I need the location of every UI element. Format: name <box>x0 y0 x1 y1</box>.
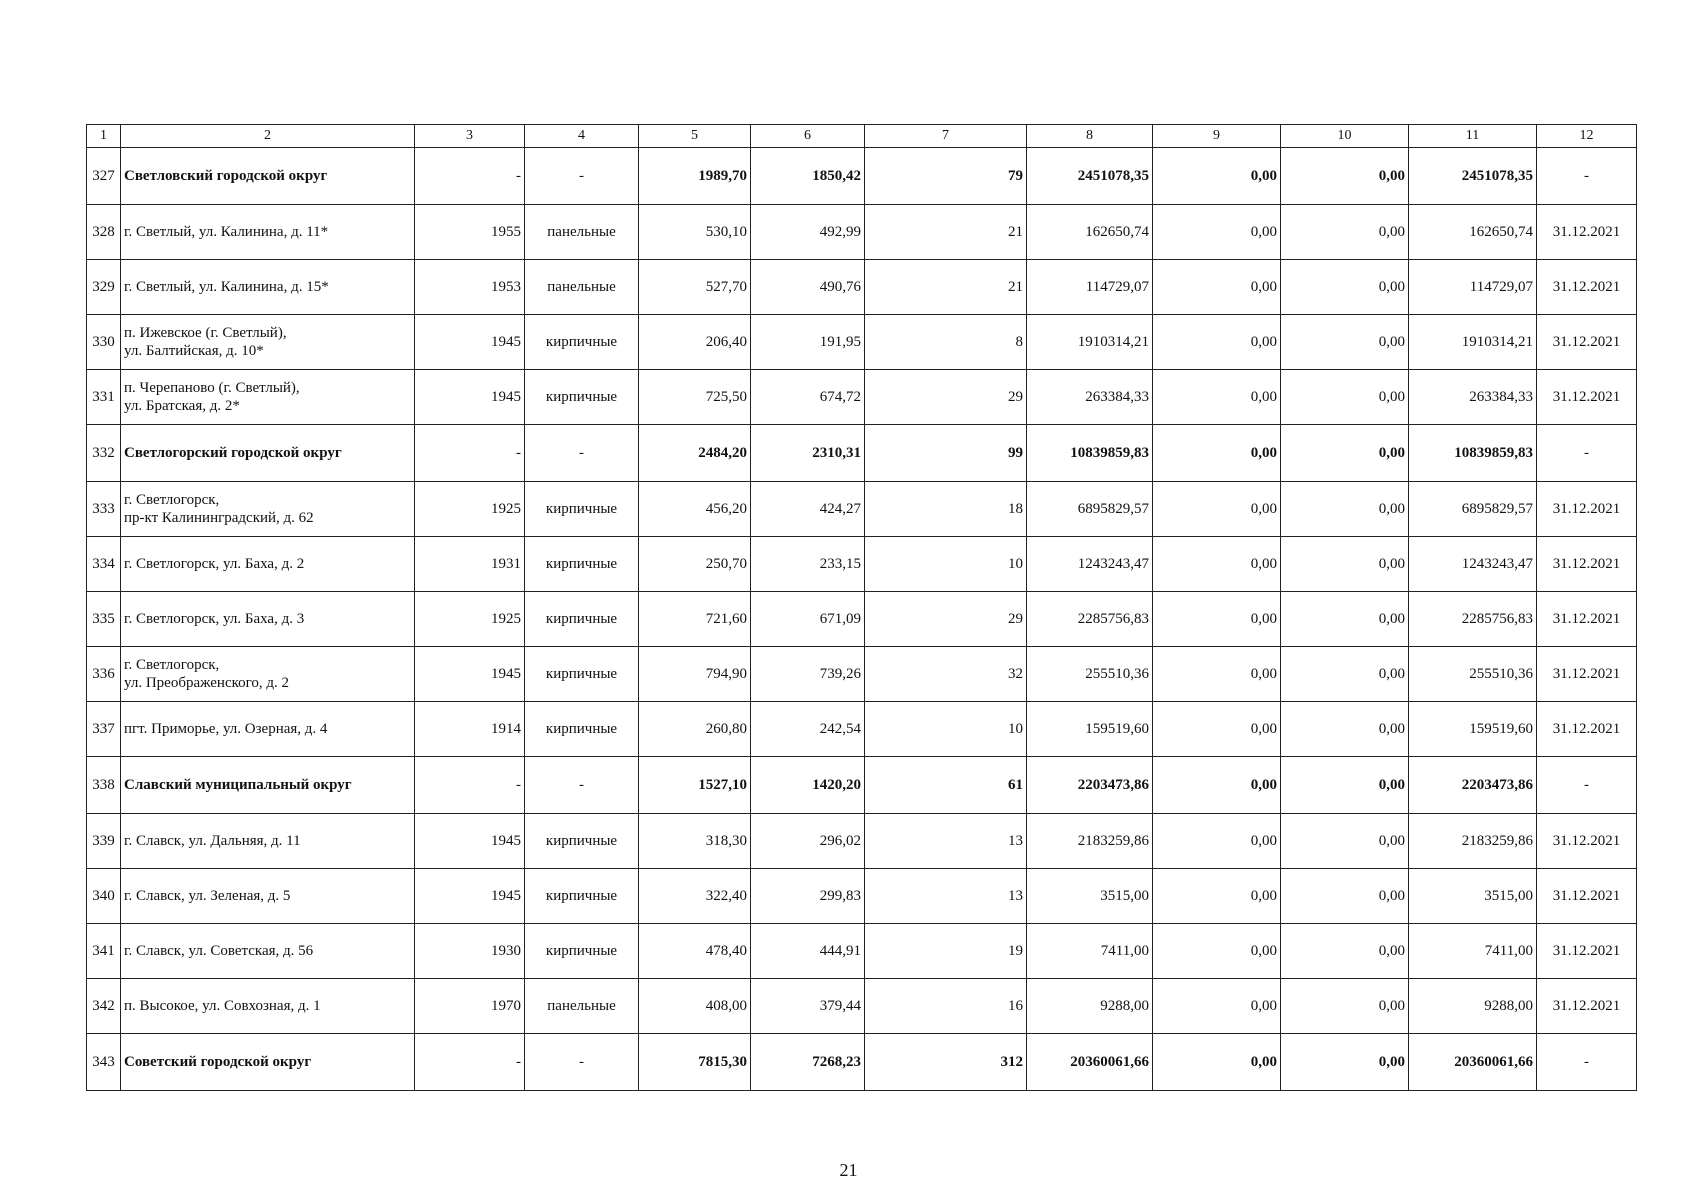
budget-cost-cell: 0,00 <box>1281 315 1409 370</box>
budget-cost-cell: 0,00 <box>1281 482 1409 537</box>
budget-cost-cell: 0,00 <box>1281 537 1409 592</box>
table-row <box>87 482 1637 537</box>
total-area-cell: 1527,10 <box>639 757 751 814</box>
page-number: 21 <box>839 1160 858 1180</box>
total-cost-cell: 20360061,66 <box>1027 1034 1153 1091</box>
address-cell: г. Славск, ул. Советская, д. 56 <box>121 924 415 979</box>
other-cost-cell: 2203473,86 <box>1409 757 1537 814</box>
address-cell: г. Светлогорск, пр-кт Калининградский, д. 62 <box>121 482 415 537</box>
address-cell: Светлогорский городской округ <box>121 425 415 482</box>
total-cost-cell: 162650,74 <box>1027 205 1153 260</box>
residents-cell: 312 <box>865 1034 1027 1091</box>
total-area-cell: 260,80 <box>639 702 751 757</box>
fund-cost-cell: 0,00 <box>1153 315 1281 370</box>
district-total-row <box>87 757 1637 814</box>
build-year-cell: 1945 <box>415 647 525 702</box>
completion-date-cell: 31.12.2021 <box>1537 814 1637 869</box>
address-cell: п. Черепаново (г. Светлый), ул. Братская, д. 2* <box>121 370 415 425</box>
build-year-cell: 1930 <box>415 924 525 979</box>
build-year-cell: 1914 <box>415 702 525 757</box>
budget-cost-cell: 0,00 <box>1281 205 1409 260</box>
living-area-cell: 299,83 <box>751 869 865 924</box>
residents-cell: 21 <box>865 205 1027 260</box>
fund-cost-cell: 0,00 <box>1153 148 1281 205</box>
column-header-3: 3 <box>415 125 525 148</box>
build-year-cell: 1970 <box>415 979 525 1034</box>
budget-cost-cell: 0,00 <box>1281 148 1409 205</box>
address-cell: Славский муниципальный округ <box>121 757 415 814</box>
wall-material-cell: - <box>525 425 639 482</box>
column-header-5: 5 <box>639 125 751 148</box>
other-cost-cell: 114729,07 <box>1409 260 1537 315</box>
column-header-11: 11 <box>1409 125 1537 148</box>
wall-material-cell: кирпичные <box>525 370 639 425</box>
total-cost-cell: 3515,00 <box>1027 869 1153 924</box>
fund-cost-cell: 0,00 <box>1153 482 1281 537</box>
living-area-cell: 739,26 <box>751 647 865 702</box>
fund-cost-cell: 0,00 <box>1153 757 1281 814</box>
column-header-8: 8 <box>1027 125 1153 148</box>
column-header-6: 6 <box>751 125 865 148</box>
wall-material-cell: кирпичные <box>525 924 639 979</box>
build-year-cell: 1953 <box>415 260 525 315</box>
total-cost-cell: 6895829,57 <box>1027 482 1153 537</box>
living-area-cell: 296,02 <box>751 814 865 869</box>
column-header-1: 1 <box>87 125 121 148</box>
address-cell: г. Славск, ул. Дальняя, д. 11 <box>121 814 415 869</box>
fund-cost-cell: 0,00 <box>1153 537 1281 592</box>
completion-date-cell: 31.12.2021 <box>1537 260 1637 315</box>
total-area-cell: 478,40 <box>639 924 751 979</box>
completion-date-cell: 31.12.2021 <box>1537 702 1637 757</box>
table-row <box>87 814 1637 869</box>
row-number-cell: 335 <box>87 592 121 647</box>
residents-cell: 10 <box>865 537 1027 592</box>
fund-cost-cell: 0,00 <box>1153 205 1281 260</box>
row-number-cell: 333 <box>87 482 121 537</box>
completion-date-cell: 31.12.2021 <box>1537 205 1637 260</box>
total-cost-cell: 255510,36 <box>1027 647 1153 702</box>
other-cost-cell: 255510,36 <box>1409 647 1537 702</box>
wall-material-cell: панельные <box>525 260 639 315</box>
column-header-2: 2 <box>121 125 415 148</box>
budget-cost-cell: 0,00 <box>1281 702 1409 757</box>
living-area-cell: 7268,23 <box>751 1034 865 1091</box>
budget-cost-cell: 0,00 <box>1281 1034 1409 1091</box>
build-year-cell: 1945 <box>415 315 525 370</box>
completion-date-cell: - <box>1537 425 1637 482</box>
total-area-cell: 408,00 <box>639 979 751 1034</box>
build-year-cell: - <box>415 757 525 814</box>
budget-cost-cell: 0,00 <box>1281 814 1409 869</box>
fund-cost-cell: 0,00 <box>1153 370 1281 425</box>
other-cost-cell: 3515,00 <box>1409 869 1537 924</box>
fund-cost-cell: 0,00 <box>1153 647 1281 702</box>
total-cost-cell: 10839859,83 <box>1027 425 1153 482</box>
residents-cell: 13 <box>865 814 1027 869</box>
residents-cell: 79 <box>865 148 1027 205</box>
total-cost-cell: 1910314,21 <box>1027 315 1153 370</box>
living-area-cell: 674,72 <box>751 370 865 425</box>
fund-cost-cell: 0,00 <box>1153 924 1281 979</box>
other-cost-cell: 1243243,47 <box>1409 537 1537 592</box>
residents-cell: 19 <box>865 924 1027 979</box>
wall-material-cell: кирпичные <box>525 315 639 370</box>
wall-material-cell: - <box>525 1034 639 1091</box>
housing-register-table <box>86 124 1637 1091</box>
other-cost-cell: 2183259,86 <box>1409 814 1537 869</box>
living-area-cell: 424,27 <box>751 482 865 537</box>
build-year-cell: 1931 <box>415 537 525 592</box>
living-area-cell: 1420,20 <box>751 757 865 814</box>
other-cost-cell: 2285756,83 <box>1409 592 1537 647</box>
completion-date-cell: 31.12.2021 <box>1537 647 1637 702</box>
table-row <box>87 260 1637 315</box>
address-cell: Светловский городской округ <box>121 148 415 205</box>
other-cost-cell: 162650,74 <box>1409 205 1537 260</box>
wall-material-cell: кирпичные <box>525 537 639 592</box>
address-cell: пгт. Приморье, ул. Озерная, д. 4 <box>121 702 415 757</box>
address-cell: п. Высокое, ул. Совхозная, д. 1 <box>121 979 415 1034</box>
column-header-12: 12 <box>1537 125 1637 148</box>
fund-cost-cell: 0,00 <box>1153 702 1281 757</box>
completion-date-cell: - <box>1537 148 1637 205</box>
row-number-cell: 338 <box>87 757 121 814</box>
total-area-cell: 1989,70 <box>639 148 751 205</box>
residents-cell: 32 <box>865 647 1027 702</box>
total-area-cell: 250,70 <box>639 537 751 592</box>
total-cost-cell: 159519,60 <box>1027 702 1153 757</box>
living-area-cell: 492,99 <box>751 205 865 260</box>
residents-cell: 99 <box>865 425 1027 482</box>
living-area-cell: 191,95 <box>751 315 865 370</box>
living-area-cell: 1850,42 <box>751 148 865 205</box>
budget-cost-cell: 0,00 <box>1281 260 1409 315</box>
other-cost-cell: 10839859,83 <box>1409 425 1537 482</box>
total-area-cell: 2484,20 <box>639 425 751 482</box>
build-year-cell: - <box>415 425 525 482</box>
total-cost-cell: 7411,00 <box>1027 924 1153 979</box>
build-year-cell: 1925 <box>415 592 525 647</box>
budget-cost-cell: 0,00 <box>1281 979 1409 1034</box>
table-row <box>87 315 1637 370</box>
other-cost-cell: 1910314,21 <box>1409 315 1537 370</box>
living-area-cell: 242,54 <box>751 702 865 757</box>
fund-cost-cell: 0,00 <box>1153 814 1281 869</box>
column-header-4: 4 <box>525 125 639 148</box>
fund-cost-cell: 0,00 <box>1153 592 1281 647</box>
completion-date-cell: 31.12.2021 <box>1537 370 1637 425</box>
total-cost-cell: 2203473,86 <box>1027 757 1153 814</box>
budget-cost-cell: 0,00 <box>1281 370 1409 425</box>
completion-date-cell: 31.12.2021 <box>1537 315 1637 370</box>
table-row <box>87 537 1637 592</box>
wall-material-cell: кирпичные <box>525 482 639 537</box>
table-row <box>87 869 1637 924</box>
wall-material-cell: кирпичные <box>525 869 639 924</box>
table-row <box>87 592 1637 647</box>
living-area-cell: 2310,31 <box>751 425 865 482</box>
address-cell: г. Светлый, ул. Калинина, д. 15* <box>121 260 415 315</box>
budget-cost-cell: 0,00 <box>1281 425 1409 482</box>
residents-cell: 8 <box>865 315 1027 370</box>
address-cell: г. Славск, ул. Зеленая, д. 5 <box>121 869 415 924</box>
total-area-cell: 721,60 <box>639 592 751 647</box>
build-year-cell: 1945 <box>415 869 525 924</box>
build-year-cell: 1925 <box>415 482 525 537</box>
total-area-cell: 322,40 <box>639 869 751 924</box>
completion-date-cell: 31.12.2021 <box>1537 482 1637 537</box>
row-number-cell: 332 <box>87 425 121 482</box>
row-number-cell: 329 <box>87 260 121 315</box>
completion-date-cell: 31.12.2021 <box>1537 979 1637 1034</box>
address-cell: г. Светлогорск, ул. Баха, д. 2 <box>121 537 415 592</box>
residents-cell: 16 <box>865 979 1027 1034</box>
build-year-cell: 1945 <box>415 370 525 425</box>
other-cost-cell: 6895829,57 <box>1409 482 1537 537</box>
row-number-cell: 340 <box>87 869 121 924</box>
total-cost-cell: 263384,33 <box>1027 370 1153 425</box>
row-number-cell: 327 <box>87 148 121 205</box>
fund-cost-cell: 0,00 <box>1153 425 1281 482</box>
residents-cell: 13 <box>865 869 1027 924</box>
build-year-cell: - <box>415 148 525 205</box>
living-area-cell: 444,91 <box>751 924 865 979</box>
residents-cell: 10 <box>865 702 1027 757</box>
other-cost-cell: 263384,33 <box>1409 370 1537 425</box>
fund-cost-cell: 0,00 <box>1153 869 1281 924</box>
fund-cost-cell: 0,00 <box>1153 979 1281 1034</box>
residents-cell: 29 <box>865 370 1027 425</box>
completion-date-cell: 31.12.2021 <box>1537 924 1637 979</box>
column-header-9: 9 <box>1153 125 1281 148</box>
budget-cost-cell: 0,00 <box>1281 592 1409 647</box>
other-cost-cell: 159519,60 <box>1409 702 1537 757</box>
residents-cell: 18 <box>865 482 1027 537</box>
budget-cost-cell: 0,00 <box>1281 757 1409 814</box>
wall-material-cell: - <box>525 757 639 814</box>
living-area-cell: 490,76 <box>751 260 865 315</box>
completion-date-cell: - <box>1537 1034 1637 1091</box>
table-row <box>87 647 1637 702</box>
other-cost-cell: 7411,00 <box>1409 924 1537 979</box>
total-area-cell: 725,50 <box>639 370 751 425</box>
row-number-cell: 339 <box>87 814 121 869</box>
wall-material-cell: кирпичные <box>525 647 639 702</box>
row-number-cell: 337 <box>87 702 121 757</box>
table-row <box>87 370 1637 425</box>
wall-material-cell: панельные <box>525 979 639 1034</box>
address-cell: Советский городской округ <box>121 1034 415 1091</box>
residents-cell: 61 <box>865 757 1027 814</box>
other-cost-cell: 9288,00 <box>1409 979 1537 1034</box>
wall-material-cell: панельные <box>525 205 639 260</box>
wall-material-cell: кирпичные <box>525 592 639 647</box>
total-area-cell: 794,90 <box>639 647 751 702</box>
build-year-cell: 1945 <box>415 814 525 869</box>
address-cell: п. Ижевское (г. Светлый), ул. Балтийская, д. 10* <box>121 315 415 370</box>
residents-cell: 21 <box>865 260 1027 315</box>
district-total-row <box>87 425 1637 482</box>
row-number-cell: 342 <box>87 979 121 1034</box>
build-year-cell: - <box>415 1034 525 1091</box>
total-cost-cell: 2451078,35 <box>1027 148 1153 205</box>
address-cell: г. Светлый, ул. Калинина, д. 11* <box>121 205 415 260</box>
budget-cost-cell: 0,00 <box>1281 647 1409 702</box>
living-area-cell: 671,09 <box>751 592 865 647</box>
total-cost-cell: 2183259,86 <box>1027 814 1153 869</box>
residents-cell: 29 <box>865 592 1027 647</box>
wall-material-cell: кирпичные <box>525 702 639 757</box>
budget-cost-cell: 0,00 <box>1281 924 1409 979</box>
row-number-cell: 334 <box>87 537 121 592</box>
column-header-10: 10 <box>1281 125 1409 148</box>
fund-cost-cell: 0,00 <box>1153 260 1281 315</box>
living-area-cell: 233,15 <box>751 537 865 592</box>
row-number-cell: 343 <box>87 1034 121 1091</box>
column-number-header <box>87 125 1637 148</box>
build-year-cell: 1955 <box>415 205 525 260</box>
total-cost-cell: 2285756,83 <box>1027 592 1153 647</box>
row-number-cell: 331 <box>87 370 121 425</box>
table-row <box>87 205 1637 260</box>
completion-date-cell: 31.12.2021 <box>1537 537 1637 592</box>
wall-material-cell: - <box>525 148 639 205</box>
other-cost-cell: 20360061,66 <box>1409 1034 1537 1091</box>
total-cost-cell: 114729,07 <box>1027 260 1153 315</box>
fund-cost-cell: 0,00 <box>1153 1034 1281 1091</box>
table-row <box>87 702 1637 757</box>
total-area-cell: 318,30 <box>639 814 751 869</box>
address-cell: г. Светлогорск, ул. Баха, д. 3 <box>121 592 415 647</box>
total-area-cell: 206,40 <box>639 315 751 370</box>
completion-date-cell: 31.12.2021 <box>1537 869 1637 924</box>
row-number-cell: 328 <box>87 205 121 260</box>
address-cell: г. Светлогорск, ул. Преображенского, д. 2 <box>121 647 415 702</box>
completion-date-cell: - <box>1537 757 1637 814</box>
total-area-cell: 527,70 <box>639 260 751 315</box>
total-area-cell: 7815,30 <box>639 1034 751 1091</box>
district-total-row <box>87 148 1637 205</box>
district-total-row <box>87 1034 1637 1091</box>
living-area-cell: 379,44 <box>751 979 865 1034</box>
row-number-cell: 341 <box>87 924 121 979</box>
row-number-cell: 330 <box>87 315 121 370</box>
column-header-7: 7 <box>865 125 1027 148</box>
budget-cost-cell: 0,00 <box>1281 869 1409 924</box>
total-area-cell: 456,20 <box>639 482 751 537</box>
total-area-cell: 530,10 <box>639 205 751 260</box>
wall-material-cell: кирпичные <box>525 814 639 869</box>
other-cost-cell: 2451078,35 <box>1409 148 1537 205</box>
table-row <box>87 924 1637 979</box>
row-number-cell: 336 <box>87 647 121 702</box>
total-cost-cell: 1243243,47 <box>1027 537 1153 592</box>
table-row <box>87 979 1637 1034</box>
completion-date-cell: 31.12.2021 <box>1537 592 1637 647</box>
total-cost-cell: 9288,00 <box>1027 979 1153 1034</box>
